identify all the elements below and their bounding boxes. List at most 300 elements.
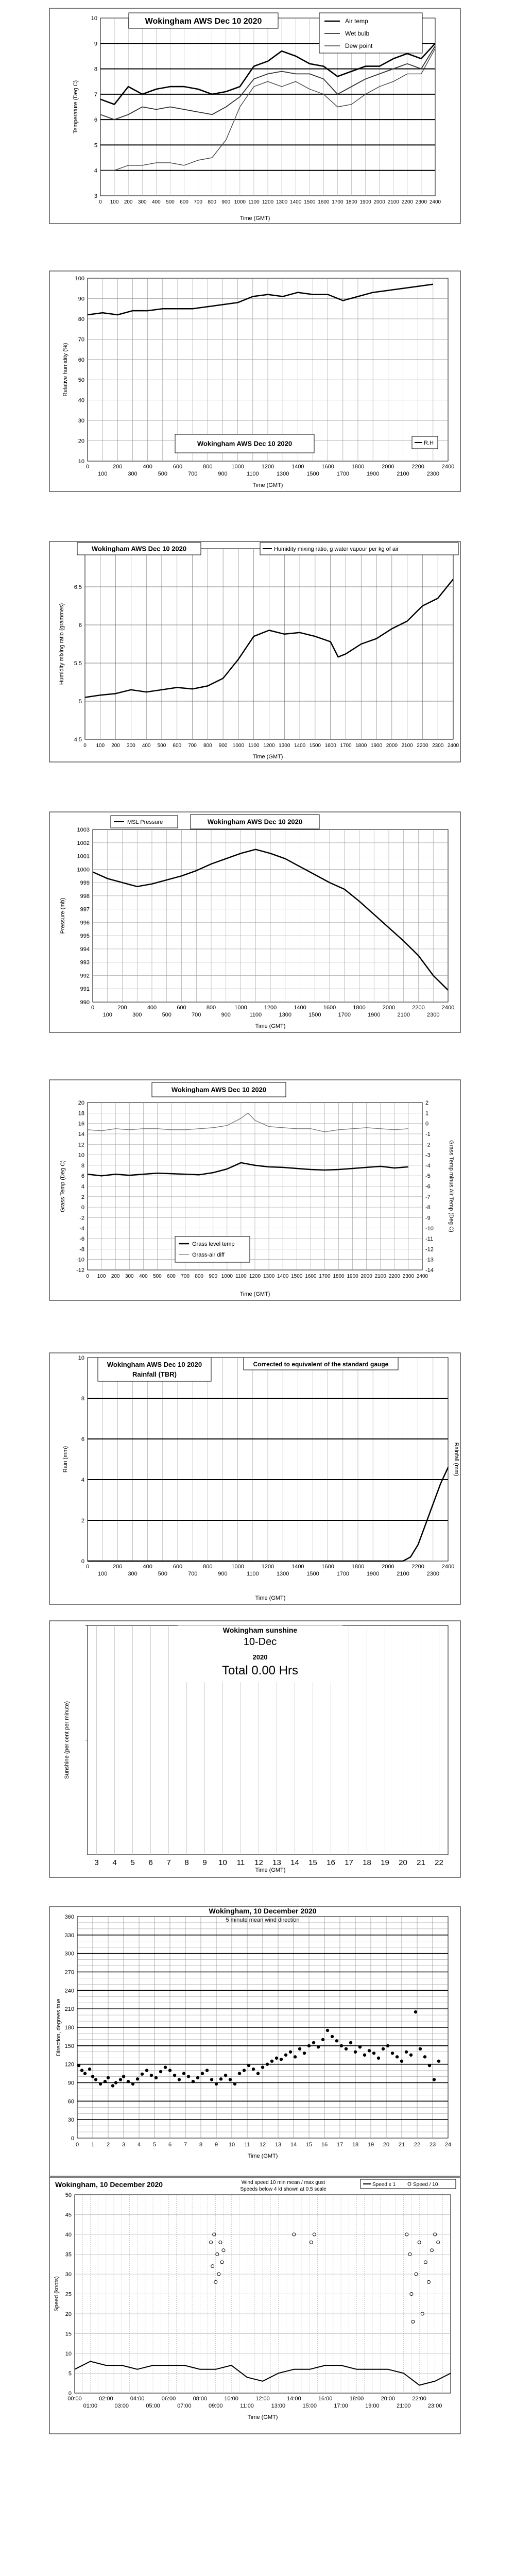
gust-point — [313, 2233, 316, 2236]
x-tick-label: 600 — [180, 199, 188, 205]
legend-label: Humidity mixing ratio, g water vapour per kg of air — [274, 546, 399, 552]
y-tick-label: 0 — [81, 1558, 84, 1565]
gust-point — [408, 2253, 411, 2256]
x-tick-label: 5 — [130, 1858, 135, 1867]
x-tick-label: 23 — [429, 2142, 436, 2148]
data-point — [77, 2064, 80, 2067]
x-tick-label: 1100 — [248, 743, 260, 749]
y-tick-label: 10 — [78, 1355, 84, 1361]
x-tick-label: 1100 — [247, 1571, 259, 1577]
data-point — [372, 2052, 375, 2055]
wind-speed-chart — [49, 2177, 461, 2434]
chart-note: Wind speed 10 min mean / max gust — [241, 2180, 325, 2185]
x-tick-label: 2400 — [441, 1005, 455, 1011]
data-point — [131, 2082, 134, 2086]
x-tick-label: 11:00 — [240, 2403, 254, 2409]
x-tick-label: 1500 — [306, 1571, 319, 1577]
x-tick-label: 600 — [173, 1564, 183, 1570]
x-tick-label: 02:00 — [99, 2396, 113, 2402]
x-tick-label: 1100 — [248, 199, 260, 205]
x-tick-label: 1800 — [353, 1005, 366, 1011]
gust-point — [210, 2241, 213, 2244]
x-tick-label: 800 — [203, 1564, 213, 1570]
x-tick-label: 200 — [124, 199, 133, 205]
x-tick-label: 13:00 — [271, 2403, 286, 2409]
y-tick-label: 9 — [94, 41, 97, 47]
x-tick-label: 20 — [383, 2142, 390, 2148]
y-tick-label: 5 — [78, 699, 82, 705]
x-tick-label: 400 — [147, 1005, 157, 1011]
x-tick-label: 13 — [274, 2142, 282, 2148]
rainfall-chart — [49, 1352, 461, 1605]
x-axis-label: Time (GMT) — [252, 754, 283, 760]
chart-title: Wokingham sunshine — [222, 1626, 298, 1634]
x-tick-label: 300 — [128, 471, 138, 477]
y-tick-label: 991 — [80, 986, 90, 993]
chart-note: Speeds below 4 kt shown at 0.5 scale — [240, 2187, 327, 2192]
y-tick-label: 60 — [67, 2098, 74, 2105]
y-tick-label: 4 — [81, 1477, 84, 1483]
x-tick-label: 1300 — [276, 199, 288, 205]
data-point — [382, 2047, 385, 2050]
x-tick-label: 17 — [345, 1858, 353, 1867]
data-point — [111, 2084, 114, 2087]
y-axis-label: Grass Temp (Deg C) — [60, 1160, 66, 1212]
x-tick-label: 18 — [352, 2142, 359, 2148]
y-tick-label: 5.5 — [74, 660, 82, 667]
data-point — [187, 2075, 190, 2078]
x-tick-label: 2100 — [397, 1571, 409, 1577]
y-axis-label: Humidity mixing ratio (grammes) — [59, 603, 65, 685]
x-tick-label: 3 — [94, 1858, 99, 1867]
data-point — [205, 2069, 209, 2072]
data-point — [386, 2044, 389, 2047]
x-tick-label: 1000 — [234, 199, 246, 205]
x-tick-label: 200 — [117, 1005, 127, 1011]
x-tick-label: 10 — [228, 2142, 235, 2148]
y-right-tick-label: -7 — [425, 1194, 431, 1200]
y-tick-label: 10 — [91, 15, 97, 22]
humidity-chart-panel — [49, 270, 461, 492]
x-axis-label: Time (GMT) — [255, 1867, 286, 1873]
data-point — [91, 2075, 94, 2078]
gust-point — [421, 2312, 424, 2315]
data-point — [210, 2078, 213, 2081]
x-tick-label: 19 — [381, 1858, 389, 1867]
wind-direction-chart-panel — [49, 1906, 461, 2177]
x-tick-label: 18:00 — [349, 2396, 364, 2402]
y-tick-label: 5 — [68, 2370, 72, 2377]
y-tick-label: 10 — [65, 2351, 72, 2357]
gust-point — [405, 2233, 408, 2236]
x-tick-label: 800 — [203, 464, 213, 470]
y-tick-label: 240 — [64, 1988, 74, 1994]
legend-label: MSL Pressure — [127, 819, 163, 825]
y-tick-label: 8 — [81, 1396, 84, 1402]
y-right-tick-label: -12 — [425, 1246, 434, 1253]
chart-title: Wokingham, 10 December 2020 — [209, 1907, 317, 1915]
x-tick-label: 1300 — [279, 743, 290, 749]
y-tick-label: 60 — [78, 357, 84, 363]
x-tick-label: 9 — [214, 2142, 218, 2148]
x-tick-label: 1100 — [247, 471, 259, 477]
y-tick-label: 30 — [65, 2272, 72, 2278]
x-tick-label: 2100 — [397, 1012, 410, 1018]
data-point — [122, 2075, 125, 2078]
x-tick-label: 100 — [97, 471, 108, 477]
data-point — [182, 2072, 185, 2075]
x-tick-label: 1600 — [305, 1274, 317, 1279]
gust-point — [424, 2261, 427, 2264]
data-point — [349, 2041, 352, 2044]
x-tick-label: 23:00 — [427, 2403, 442, 2409]
data-point — [326, 2029, 329, 2032]
x-tick-label: 1900 — [368, 1012, 381, 1018]
data-point — [335, 2039, 338, 2042]
chart-title: Wokingham AWS Dec 10 2020 — [91, 545, 187, 553]
x-tick-label: 1700 — [319, 1274, 331, 1279]
y-tick-label: 150 — [64, 2043, 74, 2049]
x-tick-label: 400 — [139, 1274, 148, 1279]
y-tick-label: -4 — [79, 1225, 84, 1232]
gust-point — [216, 2253, 219, 2256]
chart-subtitle: 5 minute mean wind direction — [226, 1917, 300, 1923]
legend-swatch — [408, 2182, 411, 2185]
x-tick-label: 10 — [218, 1858, 227, 1867]
legend-label: Dew point — [345, 42, 373, 49]
x-axis-label: Time (GMT) — [239, 215, 270, 222]
x-tick-label: 2100 — [397, 471, 409, 477]
x-tick-label: 800 — [206, 1005, 216, 1011]
y-tick-label: 270 — [64, 1969, 74, 1976]
x-tick-label: 2300 — [432, 743, 444, 749]
x-tick-label: 1200 — [249, 1274, 261, 1279]
data-point — [331, 2035, 334, 2038]
x-tick-label: 03:00 — [114, 2403, 129, 2409]
x-tick-label: 15 — [305, 2142, 313, 2148]
y-tick-label: -12 — [76, 1267, 84, 1274]
x-tick-label: 1800 — [333, 1274, 345, 1279]
x-tick-label: 1200 — [261, 464, 274, 470]
gust-point — [434, 2233, 437, 2236]
y-tick-label: 993 — [80, 959, 90, 966]
gust-point — [427, 2280, 430, 2283]
chart-date: 10-Dec — [243, 1636, 277, 1648]
x-tick-label: 1900 — [366, 1571, 380, 1577]
grass-temp-chart-panel — [49, 1079, 461, 1301]
x-tick-label: 2000 — [382, 1005, 396, 1011]
y-tick-label: 995 — [80, 933, 90, 940]
x-tick-label: 500 — [158, 1571, 168, 1577]
y-tick-label: 7 — [94, 91, 97, 98]
x-tick-label: 2400 — [447, 743, 459, 749]
x-tick-label: 400 — [143, 1564, 152, 1570]
x-tick-label: 21:00 — [396, 2403, 411, 2409]
x-tick-label: 0 — [99, 199, 102, 205]
y-tick-label: 30 — [67, 2117, 74, 2124]
x-tick-label: 500 — [162, 1012, 171, 1018]
x-tick-label: 500 — [157, 743, 166, 749]
data-point — [280, 2058, 283, 2061]
y-tick-label: 997 — [80, 906, 90, 913]
x-tick-label: 700 — [187, 471, 198, 477]
x-tick-label: 500 — [153, 1274, 162, 1279]
y-tick-label: 2 — [81, 1518, 84, 1524]
chart-title: Wokingham AWS Dec 10 2020 — [197, 439, 293, 448]
data-point — [224, 2074, 227, 2077]
data-point — [114, 2081, 117, 2084]
x-tick-label: 2300 — [415, 199, 427, 205]
x-tick-label: 15:00 — [302, 2403, 317, 2409]
y-right-tick-label: -8 — [425, 1205, 431, 1211]
data-point — [178, 2078, 181, 2081]
y-tick-label: 25 — [65, 2291, 72, 2298]
y-tick-label: 20 — [78, 1100, 84, 1106]
y-tick-label: 330 — [64, 1932, 74, 1939]
x-axis-label: Time (GMT) — [247, 2414, 278, 2420]
x-tick-label: 17:00 — [334, 2403, 348, 2409]
x-tick-label: 900 — [221, 1012, 231, 1018]
wind-speed-chart-panel — [49, 2177, 461, 2434]
x-tick-label: 1400 — [294, 1005, 306, 1011]
x-tick-label: 200 — [111, 1274, 120, 1279]
x-tick-label: 2200 — [388, 1274, 400, 1279]
y-tick-label: 996 — [80, 920, 90, 926]
y-right-tick-label: -5 — [425, 1173, 431, 1180]
x-tick-label: 300 — [128, 1571, 138, 1577]
rainfall-chart-panel — [49, 1352, 461, 1605]
x-tick-label: 7 — [166, 1858, 171, 1867]
x-tick-label: 1100 — [235, 1274, 247, 1279]
x-tick-label: 2300 — [426, 1571, 440, 1577]
x-tick-label: 300 — [125, 1274, 134, 1279]
gust-point — [437, 2241, 440, 2244]
data-point — [321, 2038, 324, 2041]
data-point — [400, 2059, 403, 2062]
y-tick-label: 15 — [65, 2331, 72, 2337]
y-tick-label: 5 — [94, 142, 97, 149]
y-axis-label: Pressure (mb) — [60, 897, 66, 934]
data-point — [391, 2052, 394, 2055]
x-tick-label: 600 — [167, 1274, 176, 1279]
x-tick-label: 1700 — [336, 1571, 350, 1577]
x-tick-label: 1000 — [232, 743, 245, 749]
data-point — [368, 2049, 371, 2052]
x-tick-label: 1500 — [304, 199, 316, 205]
x-tick-label: 2400 — [441, 1564, 455, 1570]
x-tick-label: 2400 — [441, 464, 455, 470]
x-tick-label: 300 — [132, 1012, 142, 1018]
x-tick-label: 0 — [85, 464, 90, 470]
x-tick-label: 900 — [209, 1274, 218, 1279]
data-point — [414, 2010, 417, 2013]
x-tick-label: 900 — [218, 1571, 228, 1577]
legend-label: Grass-air diff — [192, 1252, 225, 1258]
x-tick-label: 1600 — [318, 199, 330, 205]
data-point — [433, 2078, 436, 2081]
pressure-chart — [49, 811, 461, 1033]
gust-point — [310, 2241, 313, 2244]
x-tick-label: 14 — [290, 1858, 299, 1867]
x-tick-label: 1500 — [306, 471, 319, 477]
x-tick-label: 1200 — [263, 743, 275, 749]
x-tick-label: 2300 — [427, 1012, 440, 1018]
y-tick-label: 360 — [64, 1914, 74, 1920]
y-tick-label: 998 — [80, 893, 90, 900]
data-point — [289, 2050, 292, 2054]
legend-label: Air temp — [345, 18, 368, 25]
x-tick-label: 2 — [106, 2142, 110, 2148]
y-right-tick-label: -9 — [425, 1215, 431, 1222]
gust-point — [219, 2241, 222, 2244]
data-point — [340, 2044, 343, 2047]
data-point — [284, 2054, 287, 2057]
data-point — [150, 2074, 153, 2077]
data-point — [252, 2067, 255, 2071]
y-tick-label: 994 — [80, 946, 90, 953]
gust-point — [213, 2233, 216, 2236]
x-tick-label: 200 — [113, 1564, 123, 1570]
y-right-tick-label: -14 — [425, 1267, 434, 1274]
x-tick-label: 22 — [414, 2142, 421, 2148]
y-tick-label: 40 — [78, 397, 84, 404]
x-tick-label: 100 — [110, 199, 119, 205]
x-tick-label: 1500 — [309, 743, 321, 749]
gust-point — [410, 2293, 413, 2296]
x-tick-label: 800 — [208, 199, 217, 205]
gust-point — [214, 2280, 217, 2283]
x-tick-label: 06:00 — [161, 2396, 176, 2402]
x-tick-label: 1300 — [279, 1012, 291, 1018]
x-tick-label: 20 — [399, 1858, 407, 1867]
y-tick-label: 180 — [64, 2025, 74, 2031]
y-tick-label: 990 — [80, 999, 90, 1006]
y-tick-label: 0 — [71, 2136, 74, 2142]
x-axis-label: Time (GMT) — [255, 1595, 286, 1601]
y-tick-label: 6 — [81, 1173, 84, 1180]
data-point — [229, 2078, 232, 2081]
y-tick-label: 10 — [78, 1152, 84, 1159]
x-tick-label: 400 — [142, 743, 151, 749]
data-point — [104, 2080, 107, 2083]
x-tick-label: 0 — [75, 2142, 79, 2148]
data-point — [154, 2076, 158, 2079]
chart-title: Wokingham AWS Dec 10 2020 — [107, 1361, 202, 1368]
x-tick-label: 04:00 — [130, 2396, 145, 2402]
legend-box — [175, 1236, 250, 1262]
y-tick-label: 45 — [65, 2212, 72, 2218]
x-tick-label: 800 — [203, 743, 212, 749]
data-point — [99, 2082, 102, 2086]
y-tick-label: 70 — [78, 336, 84, 343]
y-axis-label: Speed (knots) — [54, 2276, 60, 2312]
y-axis-label: Relative humidity (%) — [62, 343, 68, 397]
x-axis-label: Time (GMT) — [255, 1023, 286, 1029]
gust-point — [415, 2273, 418, 2276]
x-tick-label: 1700 — [340, 743, 352, 749]
x-tick-label: 14 — [290, 2142, 297, 2148]
y-tick-label: 4.5 — [74, 737, 82, 743]
data-point — [266, 2062, 269, 2065]
wind-direction-chart — [49, 1906, 461, 2177]
x-tick-label: 2300 — [402, 1274, 415, 1279]
x-tick-label: 18 — [363, 1858, 371, 1867]
gust-point — [211, 2265, 214, 2268]
x-tick-label: 07:00 — [177, 2403, 192, 2409]
y-axis-label: Rain (mm) — [62, 1446, 68, 1473]
x-tick-label: 1300 — [263, 1274, 275, 1279]
x-tick-label: 500 — [158, 471, 168, 477]
x-tick-label: 2300 — [426, 471, 440, 477]
y-tick-label: 2 — [81, 1194, 84, 1200]
data-point — [247, 2064, 250, 2067]
mixing-ratio-chart-panel — [49, 541, 461, 762]
y-tick-label: 210 — [64, 2006, 74, 2013]
x-tick-label: 100 — [102, 1012, 112, 1018]
x-tick-label: 1200 — [261, 1564, 274, 1570]
x-tick-label: 1 — [91, 2142, 95, 2148]
y-tick-label: 12 — [78, 1142, 84, 1148]
x-tick-label: 1000 — [231, 1564, 244, 1570]
x-tick-label: 2200 — [401, 199, 413, 205]
data-point — [354, 2050, 357, 2054]
x-tick-label: 2200 — [417, 743, 428, 749]
x-tick-label: 700 — [188, 743, 197, 749]
y-tick-label: 14 — [78, 1131, 84, 1138]
x-tick-label: 1300 — [276, 471, 289, 477]
x-tick-label: 21 — [398, 2142, 405, 2148]
chart-title: Wokingham AWS Dec 10 2020 — [207, 818, 303, 826]
x-tick-label: 300 — [138, 199, 147, 205]
x-tick-label: 1000 — [234, 1005, 247, 1011]
y-tick-label: 8 — [94, 66, 97, 73]
y-right-tick-label: -3 — [425, 1152, 431, 1159]
sunshine-chart — [49, 1620, 461, 1878]
x-tick-label: 8 — [199, 2142, 203, 2148]
x-tick-label: 11 — [236, 1858, 245, 1867]
gust-point — [222, 2249, 225, 2252]
data-point — [94, 2078, 97, 2081]
y-tick-label: 8 — [81, 1162, 84, 1169]
x-axis-label: Time (GMT) — [247, 2153, 278, 2159]
x-tick-label: 1800 — [351, 464, 365, 470]
x-tick-label: 0 — [91, 1005, 95, 1011]
humidity-chart — [49, 270, 461, 492]
data-point — [363, 2054, 366, 2057]
x-tick-label: 900 — [218, 743, 228, 749]
y-right-tick-label: -10 — [425, 1225, 434, 1232]
x-tick-label: 1900 — [370, 743, 383, 749]
y-tick-label: -6 — [79, 1236, 84, 1243]
gust-point — [220, 2261, 224, 2264]
data-point — [307, 2044, 311, 2047]
data-point — [256, 2072, 260, 2075]
x-tick-label: 2200 — [411, 1564, 424, 1570]
x-tick-label: 2200 — [411, 464, 424, 470]
x-tick-label: 100 — [97, 1571, 108, 1577]
data-point — [173, 2074, 176, 2077]
y-tick-label: 80 — [78, 316, 84, 323]
x-tick-label: 21 — [417, 1858, 425, 1867]
y-tick-label: 6 — [78, 622, 82, 629]
y-tick-label: 100 — [75, 276, 84, 282]
x-tick-label: 1800 — [351, 1564, 365, 1570]
data-point — [423, 2055, 426, 2058]
x-tick-label: 16:00 — [318, 2396, 333, 2402]
y-tick-label: 40 — [65, 2232, 72, 2238]
y-tick-label: 0 — [68, 2391, 72, 2397]
x-axis-label: Time (GMT) — [252, 482, 283, 488]
